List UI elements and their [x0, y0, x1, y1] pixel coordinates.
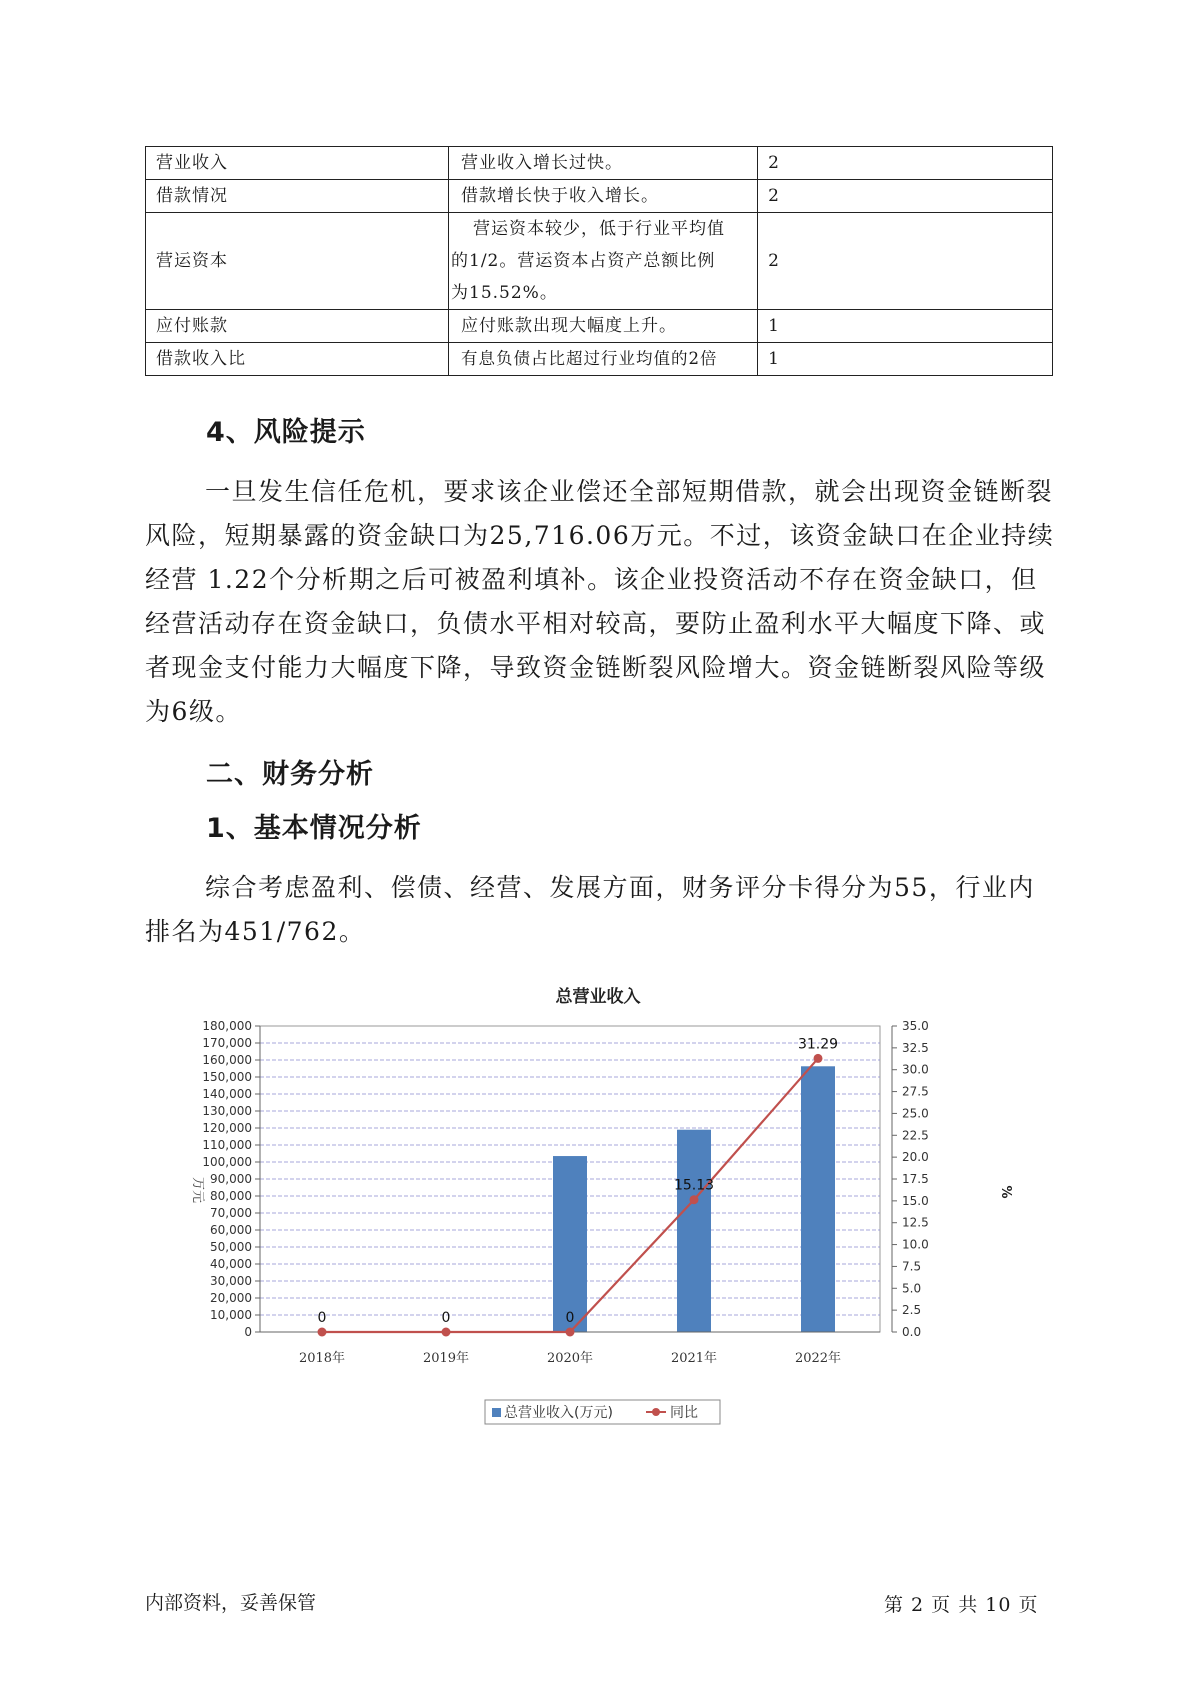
risk-table: [145, 146, 1053, 376]
legend-line-label: 同比: [670, 1405, 698, 1421]
y2-tick-label: 27.5: [902, 1084, 929, 1099]
yoy-point: [442, 1328, 451, 1337]
legend-line-marker: [652, 1408, 660, 1416]
y-tick-label: 20,000: [210, 1291, 252, 1305]
yoy-data-label: 0: [565, 1310, 575, 1326]
table-cell-desc: 应付账款出现大幅度上升。: [449, 310, 758, 343]
table-cell-desc-line: 营运资本较少，低于行业平均值: [473, 219, 725, 239]
y2-tick-label: 2.5: [902, 1303, 922, 1318]
table-cell-item: 借款收入比: [146, 343, 449, 376]
x-tick-label: 2020年: [546, 1351, 594, 1366]
y-tick-label: 140,000: [202, 1087, 252, 1101]
yoy-data-label: 0: [441, 1310, 451, 1326]
table-cell-desc: [449, 213, 758, 310]
revenue-bar: [553, 1156, 587, 1332]
table-cell-desc: 借款增长快于收入增长。: [449, 180, 758, 213]
table-row: [146, 343, 1053, 376]
y-tick-label: 10,000: [210, 1308, 252, 1322]
y2-tick-label: 35.0: [902, 1019, 929, 1033]
table-row: [146, 213, 1053, 310]
y-tick-label: 130,000: [202, 1104, 252, 1118]
table-row: [146, 180, 1053, 213]
table-cell-item: 应付账款: [146, 310, 449, 343]
y-tick-label: 80,000: [210, 1189, 252, 1203]
legend-bar-label: 总营业收入(万元): [504, 1405, 613, 1421]
table-cell-score: 1: [758, 310, 1053, 343]
y-tick-label: 60,000: [210, 1223, 252, 1237]
x-tick-label: 2018年: [298, 1351, 346, 1366]
x-tick-label: 2019年: [422, 1351, 470, 1366]
y-tick-label: 30,000: [210, 1274, 252, 1288]
y2-tick-label: 10.0: [902, 1237, 929, 1252]
y-axis-label: 万元: [190, 1176, 205, 1204]
table-cell-desc-line: 的1/2。营运资本占资产总额比例: [451, 251, 716, 271]
y2-tick-label: 30.0: [902, 1062, 929, 1077]
x-tick-label: 2022年: [794, 1351, 842, 1366]
y2-tick-label: 12.5: [902, 1215, 929, 1230]
table-cell-item: 营运资本: [146, 213, 449, 310]
y2-tick-label: 15.0: [902, 1193, 929, 1208]
chart-legend: [485, 1400, 720, 1424]
y-tick-label: 40,000: [210, 1257, 252, 1271]
table-cell-score: 2: [758, 213, 1053, 310]
revenue-chart: [180, 980, 1020, 1440]
y-tick-label: 0: [244, 1325, 252, 1339]
table-row: [146, 310, 1053, 343]
yoy-point: [814, 1054, 823, 1063]
y2-tick-label: 5.0: [902, 1281, 922, 1296]
footer-confidential: 内部资料，妥善保管: [145, 1592, 317, 1614]
y2-tick-label: 25.0: [902, 1106, 929, 1121]
yoy-data-label: 31.29: [797, 1036, 839, 1053]
table-cell-item: 借款情况: [146, 180, 449, 213]
y-tick-label: 160,000: [202, 1053, 252, 1067]
y2-tick-label: 32.5: [902, 1040, 929, 1055]
table-cell-desc: 营业收入增长过快。: [449, 147, 758, 180]
y-tick-label: 180,000: [202, 1019, 252, 1033]
table-cell-desc: 有息负债占比超过行业均值的2倍: [449, 343, 758, 376]
legend-bar-swatch: [492, 1408, 501, 1417]
x-tick-label: 2021年: [670, 1351, 718, 1366]
y-tick-label: 110,000: [202, 1138, 252, 1152]
y2-axis-label: %: [998, 1185, 1013, 1199]
table-cell-score: 2: [758, 147, 1053, 180]
y2-tick-label: 22.5: [902, 1128, 929, 1143]
yoy-data-label: 15.13: [673, 1177, 715, 1194]
y-tick-label: 90,000: [210, 1172, 252, 1186]
revenue-bar: [801, 1066, 835, 1332]
y-tick-label: 50,000: [210, 1240, 252, 1254]
chart-title: 总营业收入: [555, 987, 641, 1007]
yoy-point: [690, 1195, 699, 1204]
y-tick-label: 100,000: [202, 1155, 252, 1169]
table-cell-score: 1: [758, 343, 1053, 376]
y-tick-label: 70,000: [210, 1206, 252, 1220]
risk-paragraph: 一旦发生信任危机，要求该企业偿还全部短期借款，就会出现资金链断裂风险，短期暴露的资金缺口为25,716.06万元。不过，该资金缺口在企业持续经营 1.22个分析期之后可被盈利填补。该企业投资活动不存在资金缺口，但经营活动存在资金缺口，负债水平相对较高，要防止盈利水平大幅度下降、或者现金支付能力大幅度下降，导致资金链断裂风险增大。资金链断裂风险等级为6级。: [145, 477, 1055, 726]
sub-heading: 1、基本情况分析: [206, 813, 422, 844]
y2-tick-label: 0.0: [902, 1325, 922, 1339]
section-heading: 二、财务分析: [206, 759, 374, 790]
yoy-point: [566, 1328, 575, 1337]
table-row: [146, 147, 1053, 180]
table-cell-item: 营业收入: [146, 147, 449, 180]
footer-page-number: 第 2 页 共 10 页: [884, 1594, 1039, 1616]
yoy-data-label: 0: [317, 1310, 327, 1326]
table-cell-desc-line: 为15.52%。: [451, 283, 558, 303]
y2-tick-label: 20.0: [902, 1150, 929, 1165]
y-tick-label: 120,000: [202, 1121, 252, 1135]
table-cell-score: 2: [758, 180, 1053, 213]
y2-tick-label: 7.5: [902, 1259, 922, 1274]
revenue-bar: [677, 1130, 711, 1332]
basic-paragraph: 综合考虑盈利、偿债、经营、发展方面，财务评分卡得分为55，行业内排名为451/762。: [145, 873, 1035, 946]
risk-heading: 4、风险提示: [206, 417, 366, 448]
y2-tick-label: 17.5: [902, 1172, 929, 1186]
y-tick-label: 170,000: [202, 1036, 252, 1050]
y-tick-label: 150,000: [202, 1070, 252, 1084]
yoy-point: [318, 1328, 327, 1337]
